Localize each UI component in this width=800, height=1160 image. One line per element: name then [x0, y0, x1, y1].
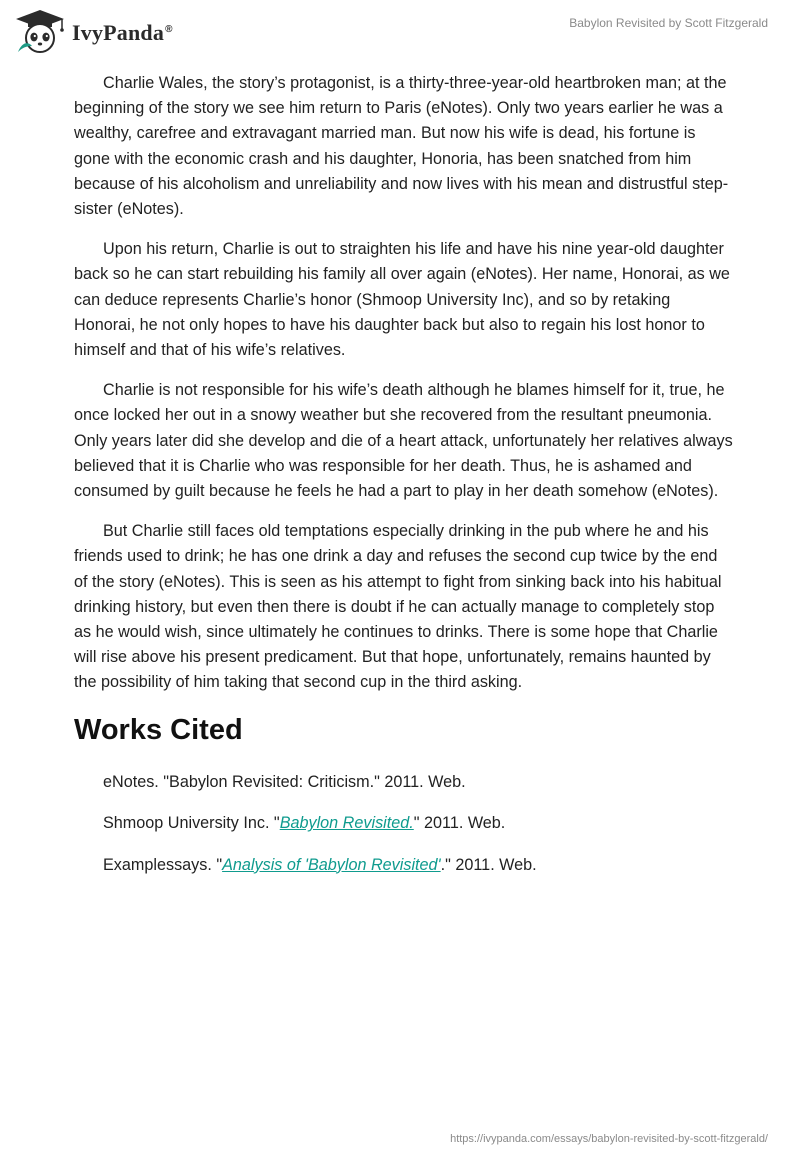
- citation-shmoop: Shmoop University Inc. "Babylon Revisited." 2011. Web.: [103, 814, 506, 833]
- citation-link-babylon-revisited[interactable]: Babylon Revisited.: [279, 814, 414, 833]
- source-url[interactable]: https://ivypanda.com/essays/babylon-revisited-by-scott-fitzgerald/: [450, 1133, 768, 1145]
- essay-body: [74, 71, 734, 895]
- document-title: Babylon Revisited by Scott Fitzgerald: [569, 16, 768, 30]
- registered-mark: ®: [165, 23, 173, 35]
- paragraph: Charlie Wales, the story’s protagonist, is a thirty-three-year-old heartbroken man; at the beginning of the story we see him return to Paris (eNotes). Only two years earlier he was a wealthy, carefree and extravagant married man. But now his wife is dead, his fortune is gone with the economic crash and his daughter, Honoria, has been snatched from him because of his alcoholism and unreliability and now lives with his mean and distrustful step-sister (eNotes).: [74, 74, 729, 219]
- page-header: [0, 0, 800, 62]
- paragraph: But Charlie still faces old temptations especially drinking in the pub where he and his friends used to drink; he has one drink a day and refuses the second cup twice by the end of the story (eNotes). This is seen as his attempt to fight from sinking back into his habitual drinking history, but even then there is doubt if he can actually manage to completely stop as he would wish, since ultimately he continues to drinks. There is some hope that Charlie will rise above his present predicament. But that hope, unfortunately, remains haunted by the possibility of him taking that second cup in the third asking.: [74, 522, 722, 692]
- citation-enotes: eNotes. "Babylon Revisited: Criticism." 2011. Web.: [103, 772, 466, 791]
- citation-link-analysis[interactable]: Analysis of 'Babylon Revisited': [222, 855, 441, 874]
- panda-graduate-icon: [12, 8, 68, 54]
- citation-examplessays: Examplessays. "Analysis of 'Babylon Revisited'." 2011. Web.: [103, 855, 537, 874]
- brand-name: IvyPanda®: [72, 20, 173, 45]
- works-cited-heading: Works Cited: [74, 713, 243, 746]
- ivypanda-logo[interactable]: [12, 8, 173, 54]
- paragraph: Upon his return, Charlie is out to straighten his life and have his nine year-old daughter back so he can start rebuilding his family all over again (eNotes). Her name, Honorai, as we can deduce represents Charlie’s honor (Shmoop University Inc), and so by retaking Honorai, he not only hopes to have his daughter back but also to regain his lost honor to himself and that of his wife’s relatives.: [74, 240, 730, 360]
- paragraph: Charlie is not responsible for his wife’s death although he blames himself for it, true, he once locked her out in a snowy weather but she recovered from the resultant pneumonia. Only years later did she develop and die of a heart attack, unfortunately her relatives always believed that it is Charlie who was responsible for her death. Thus, he is ashamed and consumed by guilt because he feels he had a part to play in her death somehow (eNotes).: [74, 381, 733, 501]
